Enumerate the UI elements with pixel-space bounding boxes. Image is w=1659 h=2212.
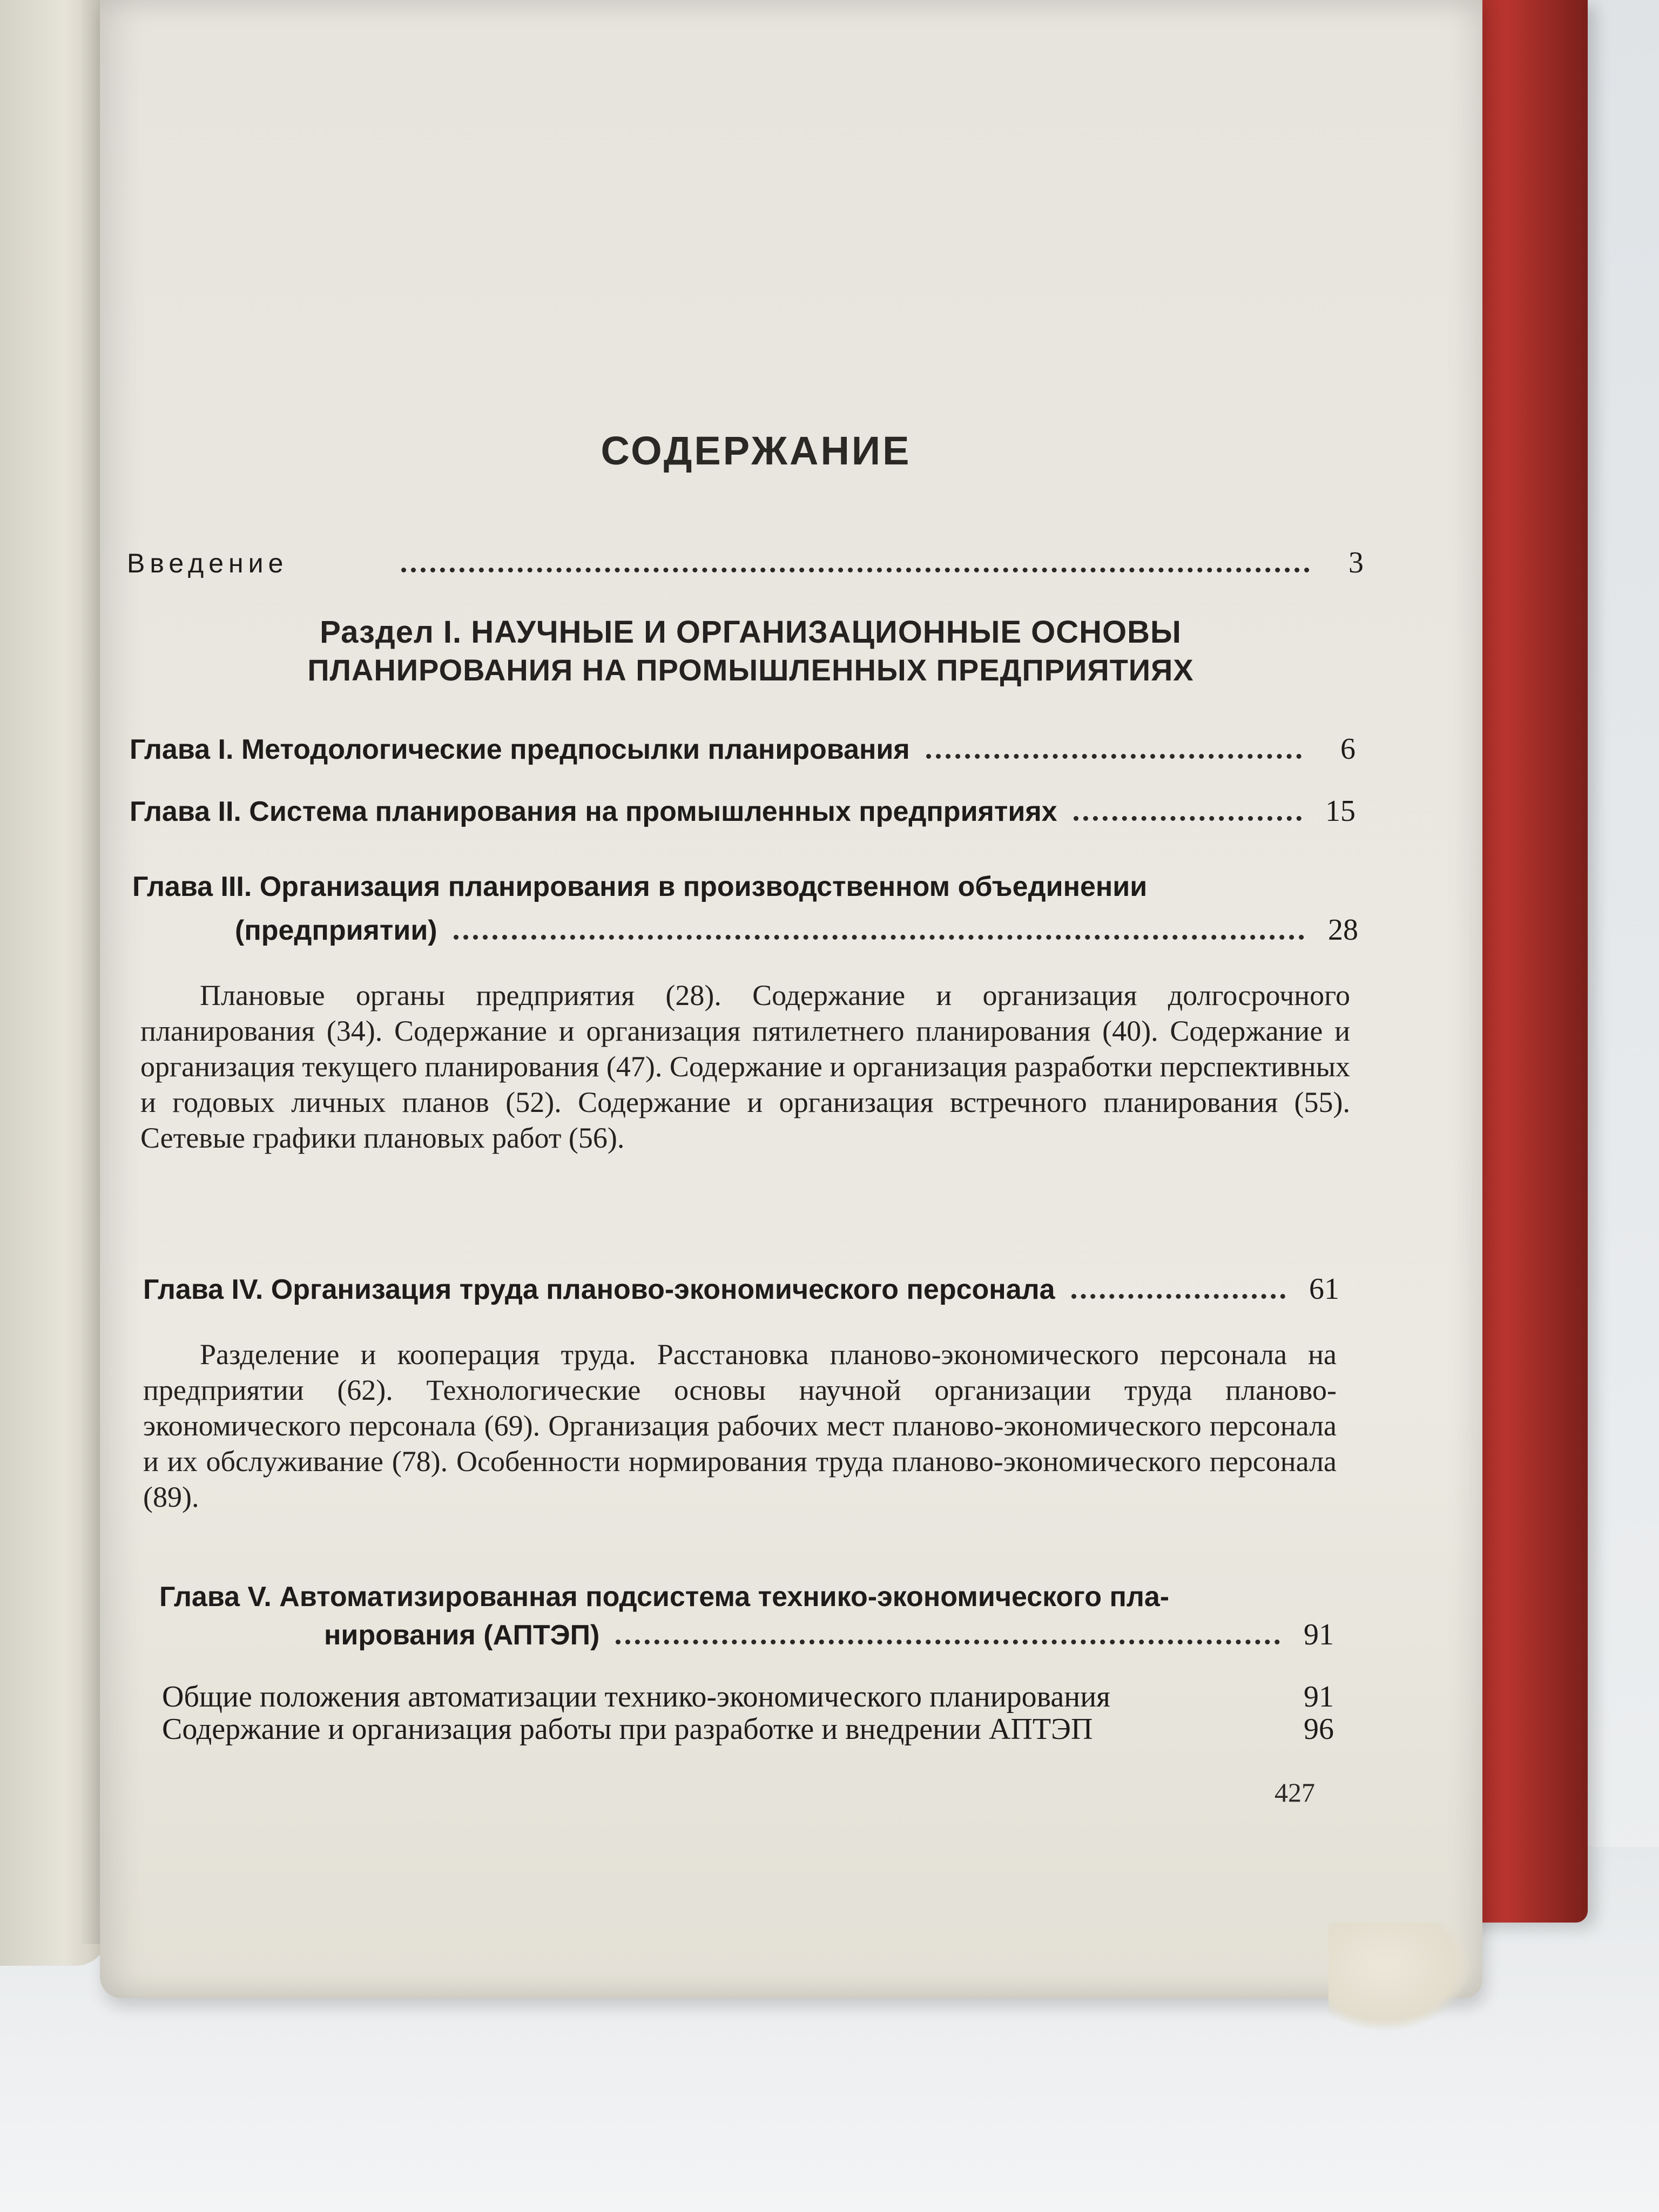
toc-chapter-2-label: Глава II. Система планирования на промышленных предприятиях xyxy=(130,796,1057,827)
toc-chapter-3-line1: Глава III. Организация планирования в производственном объединении xyxy=(132,871,1148,902)
dot-leader xyxy=(926,754,1301,759)
dot-leader xyxy=(1074,816,1301,821)
toc-subentry-2 xyxy=(162,1712,1334,1746)
section-heading-line1: Раздел I. НАУЧНЫЕ И ОРГАНИЗАЦИОННЫЕ ОСНОВЫ xyxy=(320,615,1182,650)
toc-chapter-4-label: Глава IV. Организация труда планово-экономического персонала xyxy=(143,1274,1055,1305)
toc-chapter-5-page: 91 xyxy=(1304,1618,1334,1651)
toc-chapter-1-label: Глава I. Методологические предпосылки планирования xyxy=(130,734,910,765)
toc-chapter-3 xyxy=(235,913,1358,948)
dot-leader xyxy=(401,568,1310,572)
toc-chapter-3-label: (предприятии) xyxy=(235,915,437,946)
page-number: 427 xyxy=(1274,1777,1315,1808)
toc-chapter-2-page: 15 xyxy=(1325,794,1355,828)
toc-chapter-1 xyxy=(130,732,1355,767)
toc-subentry-1-label: Общие положения автоматизации технико-экономического планирования xyxy=(162,1680,1110,1714)
toc-subentry-2-label: Содержание и организация работы при разработке и внедрении АПТЭП xyxy=(162,1712,1093,1746)
chapter-4-summary: Разделение и кооперация труда. Расстановка планово-экономического персонала на предприятии (62). Технологические основы научной организации труда планово-экономического персонала (69). Организация рабочих мест планово-экономического персонала и их обслуживание (78). Особенности нормирования труда планово-экономического персонала (89). xyxy=(143,1338,1337,1513)
toc-subentry-1-page: 91 xyxy=(1304,1680,1334,1714)
chapter-3-summary: Плановые органы предприятия (28). Содержание и организация долгосрочного планирования (34). Содержание и организация пятилетнего планирования (40). Содержание и организация текущего планирования (47). Содержание и организация разработки перспективных и годовых личных планов (52). Содержание и организация встречного планирования (55). Сетевые графики плановых работ (56). xyxy=(140,979,1350,1154)
dot-leader xyxy=(616,1640,1280,1644)
toc-chapter-5-label: нирования (АПТЭП) xyxy=(324,1620,600,1651)
section-heading xyxy=(205,613,1296,689)
section-heading-line2: ПЛАНИРОВАНИЯ НА ПРОМЫШЛЕННЫХ ПРЕДПРИЯТИЯХ xyxy=(307,653,1194,687)
toc-intro-label: Введение xyxy=(127,548,288,578)
toc-chapter-4 xyxy=(143,1272,1339,1307)
toc-intro-page: 3 xyxy=(1348,546,1364,579)
toc-chapter-4-page: 61 xyxy=(1309,1272,1339,1306)
toc-subentry-2-page: 96 xyxy=(1304,1712,1334,1746)
toc-intro xyxy=(127,545,1364,581)
page-title: СОДЕРЖАНИЕ xyxy=(601,428,912,473)
dot-leader xyxy=(1071,1294,1285,1299)
toc-chapter-1-page: 6 xyxy=(1340,732,1355,766)
toc-chapter-2 xyxy=(130,794,1355,829)
toc-chapter-5-line1: Глава V. Автоматизированная подсистема технико-экономического пла- xyxy=(159,1581,1170,1613)
dot-leader xyxy=(454,935,1304,940)
toc-subentry-1 xyxy=(162,1680,1334,1714)
toc-chapter-5 xyxy=(324,1617,1334,1653)
toc-chapter-3-page: 28 xyxy=(1328,913,1358,947)
